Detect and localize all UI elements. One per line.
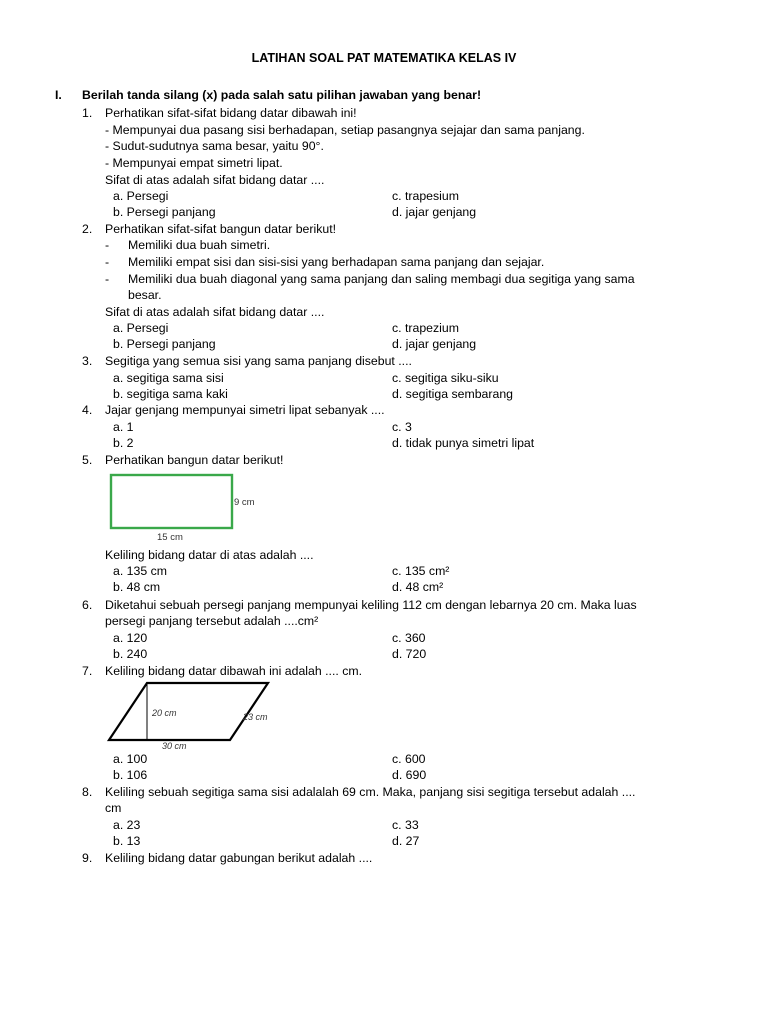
option-d: d. tidak punya simetri lipat bbox=[392, 436, 535, 450]
question-text: Keliling bidang datar gabungan berikut adalah .... bbox=[105, 851, 373, 865]
bullet-text-continued: besar. bbox=[128, 288, 162, 302]
question-text: Segitiga yang semua sisi yang sama panjang disebut .... bbox=[105, 354, 412, 368]
option-b: b. 106 bbox=[113, 768, 148, 782]
question-number: 8. bbox=[82, 785, 93, 799]
question-text-continued: cm bbox=[105, 801, 122, 815]
question-text: Perhatikan sifat-sifat bidang datar dibawah ini! bbox=[105, 106, 357, 120]
question-text: Jajar genjang mempunyai simetri lipat sebanyak .... bbox=[105, 403, 385, 417]
option-c: c. segitiga siku-siku bbox=[392, 371, 499, 385]
option-a: a. segitiga sama sisi bbox=[113, 371, 224, 385]
option-c: c. trapesium bbox=[392, 189, 459, 203]
option-d: d. jajar genjang bbox=[392, 205, 477, 219]
option-b: b. Persegi panjang bbox=[113, 337, 216, 351]
option-a: a. 23 bbox=[113, 818, 141, 832]
property-line: - Mempunyai empat simetri lipat. bbox=[105, 156, 283, 170]
question-number: 9. bbox=[82, 851, 93, 865]
parallelogram-figure bbox=[100, 678, 275, 750]
question-text: Perhatikan bangun datar berikut! bbox=[105, 453, 284, 467]
question-number: 6. bbox=[82, 598, 93, 612]
question-text: Diketahui sebuah persegi panjang mempunyai keliling 112 cm dengan lebarnya 20 cm. Maka luas bbox=[105, 598, 637, 612]
section-instruction: Berilah tanda silang (x) pada salah satu pilihan jawaban yang benar! bbox=[82, 88, 482, 102]
option-b: b. 13 bbox=[113, 834, 141, 848]
option-c: c. 135 cm² bbox=[392, 564, 450, 578]
question-text-continued: persegi panjang tersebut adalah ....cm² bbox=[105, 614, 319, 628]
option-c: c. 3 bbox=[392, 420, 412, 434]
height-label: 9 cm bbox=[234, 497, 255, 508]
property-line: - Sudut-sudutnya sama besar, yaitu 90°. bbox=[105, 139, 324, 153]
question-number: 1. bbox=[82, 106, 93, 120]
rectangle-shape bbox=[111, 475, 232, 528]
width-label: 15 cm bbox=[157, 532, 183, 543]
page-title: LATIHAN SOAL PAT MATEMATIKA KELAS IV bbox=[251, 51, 517, 65]
option-b: b. 48 cm bbox=[113, 580, 161, 594]
question-number: 2. bbox=[82, 222, 93, 236]
option-b: b. 2 bbox=[113, 436, 134, 450]
option-d: d. jajar genjang bbox=[392, 337, 477, 351]
option-c: c. 360 bbox=[392, 631, 426, 645]
height-label: 20 cm bbox=[152, 708, 177, 718]
bullet-dash: - bbox=[105, 272, 110, 286]
bullet-text: Memiliki dua buah diagonal yang sama panjang dan saling membagi dua segitiga yang sama bbox=[128, 272, 635, 286]
bullet-dash: - bbox=[105, 255, 110, 269]
bullet-text: Memiliki empat sisi dan sisi-sisi yang berhadapan sama panjang dan sejajar. bbox=[128, 255, 545, 269]
question-prompt: Keliling bidang datar di atas adalah .... bbox=[105, 548, 314, 562]
bullet-text: Memiliki dua buah simetri. bbox=[128, 238, 271, 252]
bullet-dash: - bbox=[105, 238, 110, 252]
option-c: c. trapezium bbox=[392, 321, 459, 335]
option-d: d. 690 bbox=[392, 768, 427, 782]
property-line: - Mempunyai dua pasang sisi berhadapan, setiap pasangnya sejajar dan sama panjang. bbox=[105, 123, 585, 137]
option-d: d. 27 bbox=[392, 834, 420, 848]
question-number: 3. bbox=[82, 354, 93, 368]
question-text: Keliling bidang datar dibawah ini adalah .... cm. bbox=[105, 664, 363, 678]
base-label: 30 cm bbox=[162, 741, 187, 750]
question-number: 7. bbox=[82, 664, 93, 678]
question-prompt: Sifat di atas adalah sifat bidang datar .... bbox=[105, 305, 325, 319]
option-d: d. 720 bbox=[392, 647, 427, 661]
option-a: a. Persegi bbox=[113, 189, 169, 203]
question-text: Perhatikan sifat-sifat bangun datar berikut! bbox=[105, 222, 337, 236]
section-number: I. bbox=[55, 88, 62, 102]
option-a: a. 120 bbox=[113, 631, 148, 645]
question-text: Keliling sebuah segitiga sama sisi adalalah 69 cm. Maka, panjang sisi segitiga tersebut adalah .... bbox=[105, 785, 636, 799]
rectangle-figure bbox=[104, 468, 274, 546]
option-a: a. 135 cm bbox=[113, 564, 167, 578]
option-a: a. 1 bbox=[113, 420, 134, 434]
option-c: c. 33 bbox=[392, 818, 419, 832]
option-a: a. Persegi bbox=[113, 321, 169, 335]
question-number: 4. bbox=[82, 403, 93, 417]
question-number: 5. bbox=[82, 453, 93, 467]
option-d: d. segitiga sembarang bbox=[392, 387, 513, 401]
option-b: b. Persegi panjang bbox=[113, 205, 216, 219]
option-d: d. 48 cm² bbox=[392, 580, 444, 594]
option-a: a. 100 bbox=[113, 752, 148, 766]
side-label: 23 cm bbox=[243, 712, 268, 722]
option-b: b. 240 bbox=[113, 647, 148, 661]
question-prompt: Sifat di atas adalah sifat bidang datar .... bbox=[105, 173, 325, 187]
option-c: c. 600 bbox=[392, 752, 426, 766]
option-b: b. segitiga sama kaki bbox=[113, 387, 228, 401]
